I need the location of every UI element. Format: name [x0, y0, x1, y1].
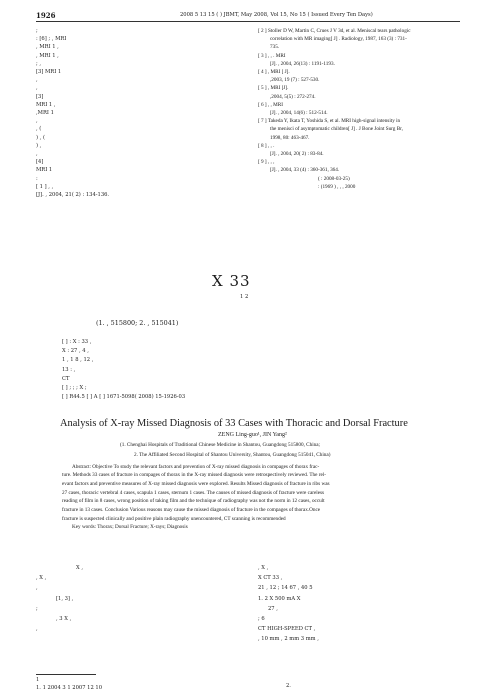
reference-line: [J]. , 2004, 14(6) : 512-514.: [270, 110, 328, 117]
reference-line: [ 2 ] Stoller D W, Martin C, Crues J V 3d, et al. Meniscal tears pathologic: [258, 28, 411, 34]
text-line: , MRI 1 ,: [36, 44, 59, 51]
author-marks: 1 2: [240, 294, 249, 300]
text-line: , MRI 1 ,: [36, 52, 59, 59]
footnote-line: 1. 1 2004 3 1 2007 12 10: [36, 685, 102, 691]
body-left-column: [36, 561, 246, 632]
reference-line: [J]. , 2004, 26(13) : 1191-1193.: [270, 60, 335, 67]
affiliation-en-1: (1. Chenghai Hospitals of Traditional Chinese Medicine in Shantou, Guangdong 515800, China;: [120, 442, 320, 448]
reference-line: [ 6 ] , , MRI: [258, 101, 283, 108]
abstract-line: 13 : ,: [62, 366, 76, 373]
authors-en: ZENG Ling-guo¹, JIN Yang²: [218, 432, 287, 438]
footer-page-mark: 2.: [286, 683, 291, 689]
abstract-en-line: fracture in 13 cases. Conclusion Various reasons may cause the missed diagnosis of fracture in the compages of thorax.Once: [62, 507, 321, 514]
body-line: , X ,: [258, 565, 269, 571]
body-right-column: [258, 561, 468, 643]
text-line: [J]. , 2004, 21( 2) : 134-136.: [36, 192, 110, 199]
header-rule: [36, 21, 460, 22]
left-column: [36, 26, 246, 198]
body-line: X ,: [76, 565, 83, 571]
text-line: ) , (: [36, 134, 45, 141]
abstract-line: X : 27 , 4 ,: [62, 348, 89, 355]
abstract-en-line: 27 cases, thoracic vertebral 4 cases, scapula 1 cases, sternum 1 cases. The causes of missed diagnosis of fracture were careless: [62, 489, 325, 496]
text-line: ,: [36, 77, 38, 84]
affiliation-cn: (1. , 515800; 2. , 515041): [96, 319, 179, 327]
reference-line: 735.: [270, 44, 280, 51]
journal-header: 2008 5 13 15 ( ) JBMT, May 2008, Vol 15, No 15 ( Issued Every Ten Days): [180, 12, 373, 18]
text-line: MRI 1 ,: [36, 101, 56, 108]
text-line: ) ,: [36, 142, 42, 149]
body-line: CT HIGH-SPEED CT ,: [258, 626, 316, 633]
text-line: [ 1 ] , ,: [36, 183, 54, 190]
body-line: 21 , 12 ; 14 67 , 40 5: [258, 585, 313, 592]
reference-line: [J]. , 2004, 20( 2) : 83-84.: [270, 151, 324, 158]
reference-line: the menisci of asymptomatic children[ J] . J Bone Joint Surg Br,: [270, 126, 403, 133]
text-line: [4]: [36, 159, 44, 166]
body-line: ,: [36, 585, 38, 592]
body-line: X CT 33 ,: [258, 575, 283, 582]
text-line: [3]: [36, 93, 44, 100]
body-line: , 3 X ,: [56, 616, 72, 623]
abstract-en-line: ture. Methods 33 cases of fracture in compages of thorax in the X-ray missed diagnosis were retrospectively reviewed. The rel-: [62, 472, 326, 479]
body-line: [1, 3] ,: [56, 595, 74, 602]
body-line: 1. 2 X 500 mA X: [258, 595, 301, 602]
abstract-en-line: fracture is suspected clinically and positive plain radiography unencountered, CT scanning is recommended: [62, 515, 286, 522]
text-line: ,MRI 1: [36, 110, 54, 117]
footnote-rule: [36, 674, 96, 675]
text-line: ,: [36, 118, 38, 125]
reference-line: [ 3 ] , , . MRI: [258, 52, 286, 59]
body-line: 27 ,: [268, 605, 278, 612]
abstract-line: 1 , 1 8 , 12 ,: [62, 357, 94, 364]
reference-line: [J]. , 2004, 33 (4) : 360-361, 364.: [270, 167, 340, 174]
text-line: : [6] ; , MRI: [36, 36, 67, 43]
footnote-mark: 1: [36, 677, 40, 683]
body-line: ;: [36, 605, 38, 612]
affiliation-en-2: 2. The Affiliated Second Hospital of Shantou University, Shantou, Guangdong 515041, China): [134, 452, 331, 458]
reference-line: ,2004, 5(5) : 272-274.: [270, 93, 316, 100]
body-line: , X ,: [36, 575, 47, 582]
keywords-cn: [ ] ; ; ; X ;: [62, 385, 87, 392]
abstract-en-line: evant factors and preventive measures of X-ray missed diagnosis were explored. Results Missed diagnosis of fracture in ribs was: [62, 480, 330, 487]
received-date: ( : 2008-03-25): [318, 175, 350, 182]
article-title-en: Analysis of X-ray Missed Diagnosis of 33 Cases with Thoracic and Dorsal Fracture: [60, 418, 408, 429]
abstract-line: [ ] : X : 33 ,: [62, 339, 92, 345]
reference-list: [258, 26, 468, 190]
article-title-cn: X 33: [212, 272, 251, 290]
abstract-en-line: Abstract: Objective To study the relevant factors and prevention of X-ray missed diagnosis in compages of thorax frac-: [72, 463, 320, 470]
abstract-en: [62, 461, 462, 531]
abstract-line: CT: [62, 375, 70, 382]
text-line: ,: [36, 151, 38, 158]
page-number: 1926: [36, 11, 56, 20]
body-line: , 10 mm , 2 mm 3 mm ,: [258, 636, 319, 643]
author-bio: : (1969 ) , , , 2000: [318, 183, 356, 190]
reference-line: correlation with MR imaging[ J] . Radiology, 1987, 163 (3) : 731-: [270, 36, 407, 43]
reference-line: [ 8 ] , , .: [258, 142, 275, 149]
reference-line: 1998, 80: 463-467.: [270, 134, 310, 141]
text-line: MRI 1: [36, 167, 53, 174]
classification-line: [ ] R44.5 [ ] A [ ] 1671-5098( 2008) 15-1926-03: [62, 394, 186, 401]
reference-line: [ 5 ] , MRI [J].: [258, 85, 289, 92]
reference-line: [ 9 ] , , ,: [258, 159, 275, 166]
text-line: , (: [36, 126, 42, 133]
reference-line: [ 4 ] , MRI [ J].: [258, 69, 290, 76]
text-line: ,: [36, 85, 38, 92]
abstract-cn: [62, 336, 442, 400]
abstract-en-line: reading of film in 8 cases, wrong position of taking film and the technique of radiography was not the norm in 12 cases, occult: [62, 498, 325, 505]
body-line: ; 6: [258, 616, 265, 623]
text-line: [3] MRI 1: [36, 69, 62, 76]
reference-line: ,2003, 19 (7) : 527-530.: [270, 77, 320, 84]
text-line: ;: [36, 28, 38, 34]
reference-line: [ 7 ] Takeda Y, Ikata T, Yoshida S, et al. MRI high-signal intensity in: [258, 118, 401, 125]
text-line: ; ,: [36, 60, 42, 67]
keywords-en: Key words: Thorax; Dorsal Fracture; X-rays; Diagnosis: [72, 524, 188, 531]
body-line: ,: [36, 626, 38, 633]
text-line: :: [36, 175, 38, 182]
